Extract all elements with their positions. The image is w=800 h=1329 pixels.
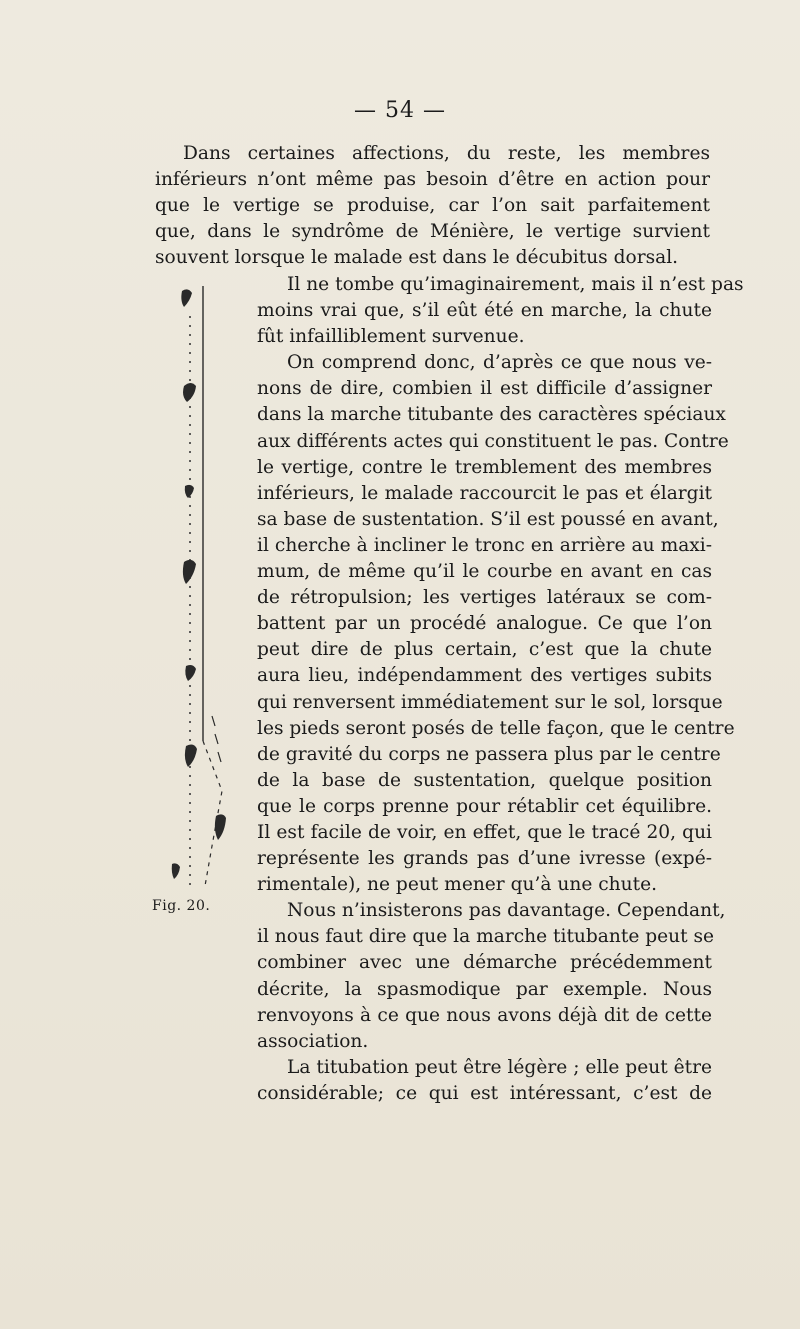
text-line: inférieurs, le malade raccourcit le pas et élargit bbox=[257, 482, 712, 504]
text-line: le vertige, contre le tremblement des membres bbox=[257, 456, 712, 478]
footprint-mark bbox=[215, 814, 226, 840]
footprint-mark bbox=[185, 665, 196, 681]
text-line: que, dans le syndrôme de Ménière, le vertige survient bbox=[155, 221, 710, 243]
text-line: considérable; ce qui est intéressant, c’est de bbox=[257, 1082, 712, 1104]
trace-tick bbox=[212, 716, 215, 726]
gait-trace-figure bbox=[160, 286, 250, 896]
text-line: moins vrai que, s’il eût été en marche, la chute bbox=[257, 300, 712, 322]
text-line: de rétropulsion; les vertiges latéraux se com- bbox=[257, 587, 712, 609]
text-line: La titubation peut être légère ; elle peut être bbox=[287, 1056, 712, 1078]
footprint-mark bbox=[181, 289, 192, 307]
footprint-mark bbox=[183, 560, 196, 584]
text-line: On comprend donc, d’après ce que nous ve- bbox=[287, 352, 712, 374]
paragraph-intro bbox=[155, 141, 710, 271]
text-line: il nous faut dire que la marche titubante peut se bbox=[257, 926, 715, 948]
text-line: qui renversent immédiatement sur le sol, lorsque bbox=[257, 691, 723, 713]
footprint-mark bbox=[172, 863, 180, 879]
figure-caption: Fig. 20. bbox=[152, 898, 211, 914]
text-line: Nous n’insisterons pas davantage. Cependant, bbox=[287, 900, 726, 922]
footprint-trace-illustration bbox=[160, 286, 250, 896]
text-line: aux différents actes qui constituent le pas. Contre bbox=[257, 430, 729, 452]
text-line: mum, de même qu’il le courbe en avant en cas bbox=[257, 561, 712, 583]
text-line: Il est facile de voir, en effet, que le tracé 20, qui bbox=[257, 821, 712, 843]
text-line: aura lieu, indépendamment des vertiges subits bbox=[257, 665, 712, 687]
text-line: représente les grands pas d’une ivresse (expé- bbox=[257, 848, 712, 870]
trace-step-path bbox=[203, 741, 222, 886]
text-line: fût infailliblement survenue. bbox=[257, 326, 525, 348]
text-line: que le corps prenne pour rétablir cet équilibre. bbox=[257, 795, 712, 817]
footprint-mark bbox=[185, 745, 197, 767]
text-line: que le vertige se produise, car l’on sait parfaitement bbox=[155, 195, 710, 217]
trace-tick bbox=[218, 752, 221, 762]
text-line: il cherche à incliner le tronc en arrière au maxi- bbox=[257, 534, 712, 556]
text-line: Il ne tombe qu’imaginairement, mais il n’est pas bbox=[287, 274, 744, 295]
text-line: renvoyons à ce que nous avons déjà dit de cette bbox=[257, 1004, 712, 1026]
text-line: de gravité du corps ne passera plus par le centre bbox=[257, 743, 721, 765]
page-number: — 54 — bbox=[354, 98, 446, 123]
text-line: inférieurs n’ont même pas besoin d’être en action pour bbox=[155, 169, 710, 191]
text-line: battent par un procédé analogue. Ce que l’on bbox=[257, 613, 712, 635]
text-line: nons de dire, combien il est difficile d’assigner bbox=[257, 378, 712, 400]
text-line: combiner avec une démarche précédemment bbox=[257, 952, 712, 974]
text-line: association. bbox=[257, 1030, 369, 1052]
text-line: rimentale), ne peut mener qu’à une chute. bbox=[257, 874, 657, 896]
text-line: décrite, la spasmodique par exemple. Nous bbox=[257, 978, 712, 1000]
footprint-mark bbox=[183, 383, 196, 402]
text-line: souvent lorsque le malade est dans le décubitus dorsal. bbox=[155, 247, 679, 269]
text-line: dans la marche titubante des caractères spéciaux bbox=[257, 404, 726, 426]
text-line: peut dire de plus certain, c’est que la chute bbox=[257, 639, 712, 661]
text-line: les pieds seront posés de telle façon, que le centre bbox=[257, 717, 735, 739]
text-line: de la base de sustentation, quelque position bbox=[257, 769, 712, 791]
trace-tick bbox=[215, 734, 218, 744]
body-text-column bbox=[257, 272, 744, 1107]
footprint-mark bbox=[185, 485, 194, 498]
text-line: sa base de sustentation. S’il est poussé en avant, bbox=[257, 508, 719, 530]
text-line: Dans certaines affections, du reste, les membres bbox=[183, 143, 710, 164]
